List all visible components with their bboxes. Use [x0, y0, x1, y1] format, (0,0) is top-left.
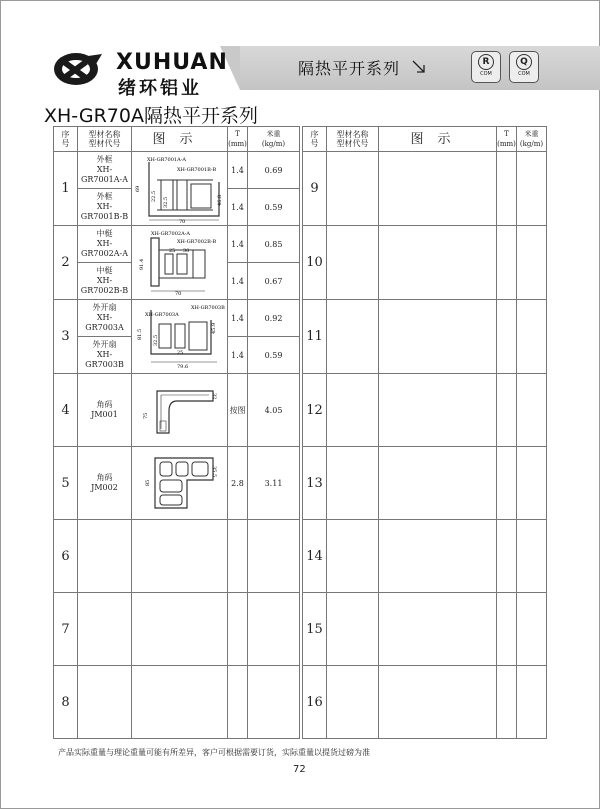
- svg-text:XH-GR7001A-A: XH-GR7001A-A: [146, 156, 186, 163]
- svg-text:XH-GR7003B: XH-GR7003B: [190, 304, 225, 311]
- table-row: [54, 152, 300, 189]
- weight-cell: 0.69: [248, 152, 300, 189]
- table-row: [54, 593, 300, 666]
- table-row: [303, 374, 547, 447]
- t-cell: 按图: [228, 374, 248, 447]
- weight-cell: 0.59: [248, 337, 300, 374]
- col-seq: [54, 127, 78, 152]
- svg-text:81.5: 81.5: [136, 328, 143, 340]
- col-t: [497, 127, 517, 152]
- t-cell: 2.8: [228, 447, 248, 520]
- col-seq: [303, 127, 327, 152]
- col-t: [228, 127, 248, 152]
- row-seq: 7: [54, 593, 78, 666]
- profile-name-cell: 中梃 XH-GR7002B-B: [78, 263, 132, 300]
- frame-profile-drawing: [133, 154, 227, 224]
- t-cell: 1.4: [228, 300, 248, 337]
- left-profile-table: [53, 126, 300, 739]
- row-seq: 2: [54, 226, 78, 300]
- svg-text:22.5: 22.5: [150, 190, 157, 202]
- weight-cell: 4.05: [248, 374, 300, 447]
- arrow-down-right-icon: [412, 60, 426, 74]
- svg-text:XH-GR7002B-B: XH-GR7002B-B: [176, 238, 216, 245]
- left-header-row: [54, 127, 300, 152]
- profile-drawing-cell: [132, 152, 228, 226]
- t-cell: 1.4: [228, 337, 248, 374]
- svg-text:32.5: 32.5: [162, 196, 169, 208]
- profile-name-cell: 角码 JM002: [78, 447, 132, 520]
- xuhuan-logo-icon: [52, 50, 104, 88]
- row-seq: 5: [54, 447, 78, 520]
- table-row: [303, 593, 547, 666]
- svg-text:25: 25: [176, 349, 183, 356]
- diagram-header: 图示: [410, 131, 465, 147]
- row-seq: 13: [303, 447, 327, 520]
- corner-key-jm001-drawing: [133, 377, 227, 443]
- table-row: [54, 226, 300, 263]
- profile-drawing-cell: [132, 226, 228, 300]
- table-row: [54, 374, 300, 447]
- profile-name-cell: 外框 XH-GR7001B-B: [78, 189, 132, 226]
- right-header-row: [303, 127, 547, 152]
- profile-drawing-cell: [132, 374, 228, 447]
- table-row: [54, 520, 300, 593]
- weight-cell: 0.59: [248, 189, 300, 226]
- row-seq: 14: [303, 520, 327, 593]
- svg-text:30: 30: [182, 247, 189, 254]
- table-row: [303, 300, 547, 374]
- col-diagram: [132, 127, 228, 152]
- t-cell: 1.4: [228, 226, 248, 263]
- name-header: 型材名称 型材代号: [88, 130, 121, 148]
- weight-cell: 0.67: [248, 263, 300, 300]
- row-seq: 6: [54, 520, 78, 593]
- header: [0, 46, 600, 99]
- col-diagram: [379, 127, 497, 152]
- row-seq: 10: [303, 226, 327, 300]
- table-row: [303, 152, 547, 226]
- weight-cell: 3.11: [248, 447, 300, 520]
- svg-text:79.6: 79.6: [176, 363, 188, 370]
- profile-drawing-cell: [132, 300, 228, 374]
- table-row: [54, 666, 300, 739]
- brand-name-cn: 绪环铝业: [118, 78, 202, 99]
- svg-text:XH-GR7001B-B: XH-GR7001B-B: [176, 166, 216, 173]
- weight-header: 米重 (kg/m): [519, 130, 544, 148]
- series-title: 隔热平开系列: [298, 59, 401, 78]
- t-header: T (mm): [228, 130, 247, 148]
- row-seq: 3: [54, 300, 78, 374]
- svg-text:45.9: 45.9: [210, 322, 217, 334]
- table-row: [303, 447, 547, 520]
- svg-text:46.8: 46.8: [216, 194, 223, 206]
- svg-text:XH-GR7003A: XH-GR7003A: [144, 311, 179, 318]
- cert-q-icon: Q COM: [509, 51, 539, 83]
- brand-name-en: XUHUAN: [116, 50, 228, 75]
- row-seq: 9: [303, 152, 327, 226]
- profile-name-cell: 中梃 XH-GR7002A-A: [78, 226, 132, 263]
- row-seq: 12: [303, 374, 327, 447]
- svg-text:35.5: 35.5: [210, 466, 217, 478]
- col-name: [327, 127, 379, 152]
- svg-text:75: 75: [142, 412, 149, 419]
- svg-text:32: 32: [210, 393, 217, 400]
- table-row: [54, 447, 300, 520]
- weight-cell: 0.92: [248, 300, 300, 337]
- weight-cell: 0.85: [248, 226, 300, 263]
- page-title: XH-GR70A隔热平开系列: [44, 105, 258, 127]
- svg-text:70: 70: [178, 218, 185, 224]
- row-seq: 16: [303, 666, 327, 739]
- svg-text:25: 25: [168, 247, 175, 254]
- t-cell: 1.4: [228, 152, 248, 189]
- diagram-header: 图示: [152, 131, 207, 147]
- row-seq: 4: [54, 374, 78, 447]
- svg-text:XH-GR7002A-A: XH-GR7002A-A: [150, 230, 190, 237]
- table-row: [303, 520, 547, 593]
- t-header: T (mm): [497, 130, 516, 148]
- row-seq: 1: [54, 152, 78, 226]
- svg-text:70: 70: [174, 290, 181, 297]
- row-seq: 8: [54, 666, 78, 739]
- svg-text:91.4: 91.4: [138, 258, 145, 270]
- table-row: [303, 226, 547, 300]
- cert-r-icon: R COM: [471, 51, 501, 83]
- profile-name-cell: 外开扇 XH-GR7003B: [78, 337, 132, 374]
- table-row: [303, 666, 547, 739]
- table-row: [54, 300, 300, 337]
- row-seq: 11: [303, 300, 327, 374]
- profile-drawing-cell: [132, 447, 228, 520]
- page-number: 72: [293, 764, 306, 775]
- svg-text:69: 69: [134, 185, 141, 192]
- t-cell: 1.4: [228, 263, 248, 300]
- col-name: [78, 127, 132, 152]
- name-header: 型材名称 型材代号: [336, 130, 369, 148]
- footnote: 产品实际重量与理论重量可能有所差异，客户可根据需要订货，实际重量以提货过磅为准: [58, 748, 370, 757]
- sash-profile-drawing: [133, 302, 227, 372]
- profile-name-cell: 角码 JM001: [78, 374, 132, 447]
- corner-key-jm002-drawing: [133, 450, 227, 516]
- t-cell: 1.4: [228, 189, 248, 226]
- weight-header: 米重 (kg/m): [261, 130, 286, 148]
- svg-text:85: 85: [144, 479, 151, 486]
- col-weight: [248, 127, 300, 152]
- row-seq: 15: [303, 593, 327, 666]
- svg-text:32.5: 32.5: [152, 334, 159, 346]
- seq-header: 序号: [310, 130, 319, 148]
- profile-name-cell: 外开扇 XH-GR7003A: [78, 300, 132, 337]
- seq-header: 序号: [61, 130, 70, 148]
- profile-name-cell: 外框 XH-GR7001A-A: [78, 152, 132, 189]
- right-profile-table: [302, 126, 547, 739]
- mullion-profile-drawing: [133, 228, 227, 298]
- col-weight: [517, 127, 547, 152]
